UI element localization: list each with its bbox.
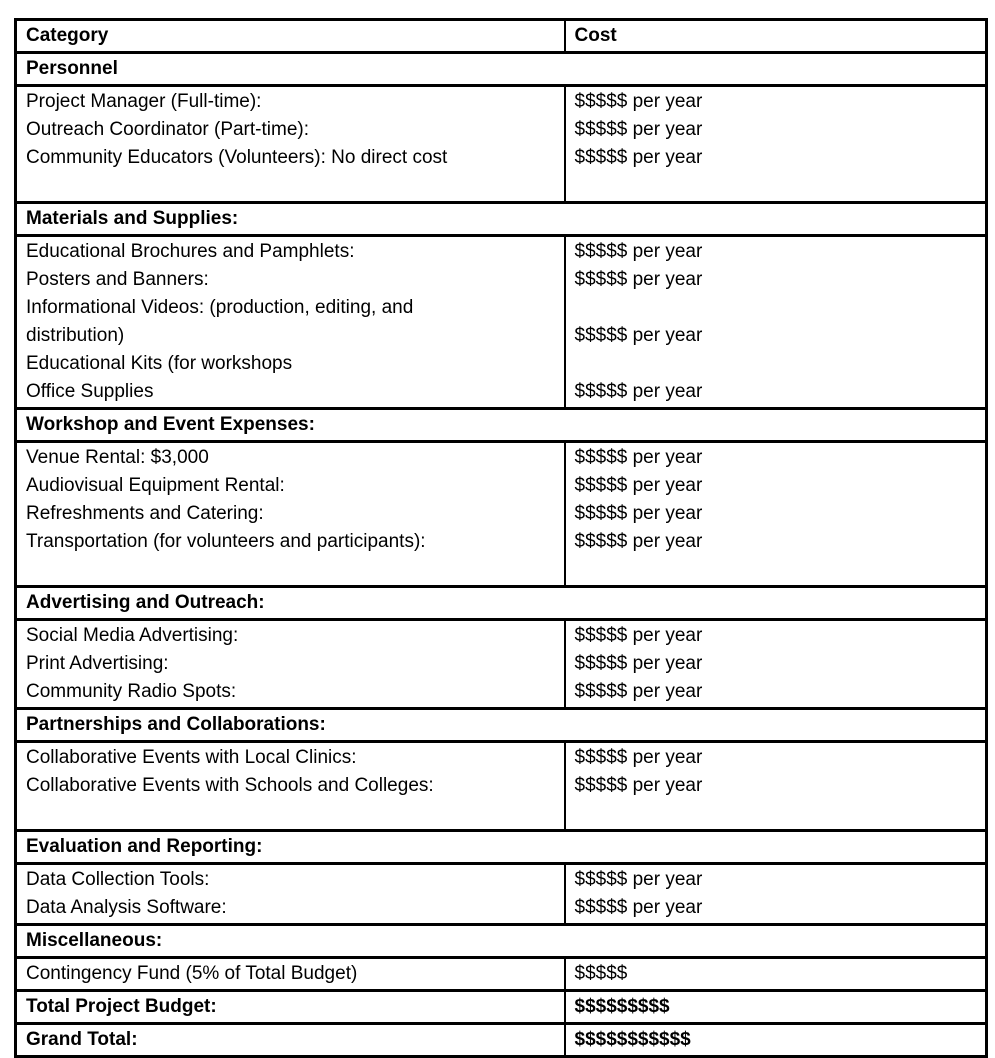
header-cell-category: Category xyxy=(16,20,565,53)
section-header-row xyxy=(16,925,987,958)
category-line: Data Collection Tools: xyxy=(26,869,210,890)
category-line: Contingency Fund (5% of Total Budget) xyxy=(26,963,358,984)
cost-line: $$$$$ per year xyxy=(574,897,703,918)
section-header-row xyxy=(16,409,987,442)
cost-line xyxy=(575,350,977,378)
cost-cell xyxy=(565,742,987,831)
total-label: Total Project Budget: xyxy=(16,991,565,1024)
category-cell xyxy=(16,864,565,925)
category-line: Office Supplies xyxy=(26,381,154,402)
category-line: Refreshments and Catering: xyxy=(26,503,264,524)
category-line: Social Media Advertising: xyxy=(26,625,239,646)
section-items-row xyxy=(16,958,987,991)
cost-line: $$$$$ per year xyxy=(574,147,703,168)
cost-line: $$$$$ per year xyxy=(574,625,703,646)
section-title: Partnerships and Collaborations: xyxy=(16,709,987,742)
total-label: Grand Total: xyxy=(16,1024,565,1057)
category-cell xyxy=(16,236,565,409)
cost-line: $$$$$ per year xyxy=(574,447,703,468)
cost-line: $$$$$ per year xyxy=(574,503,703,524)
section-header-row xyxy=(16,587,987,620)
category-cell xyxy=(16,742,565,831)
section-items-row xyxy=(16,86,987,203)
budget-table-body xyxy=(16,20,987,1057)
section-title: Advertising and Outreach: xyxy=(16,587,987,620)
category-line xyxy=(26,800,555,828)
category-line: Collaborative Events with Local Clinics: xyxy=(26,747,357,768)
grand-total-row xyxy=(16,1024,987,1057)
section-items-row xyxy=(16,742,987,831)
cost-line: $$$$$ per year xyxy=(574,475,703,496)
category-line xyxy=(26,172,555,200)
category-line: Educational Brochures and Pamphlets: xyxy=(26,241,355,262)
category-cell xyxy=(16,86,565,203)
category-cell xyxy=(16,958,565,991)
cost-cell xyxy=(565,864,987,925)
section-items-row xyxy=(16,236,987,409)
cost-line: $$$$$ per year xyxy=(574,869,703,890)
section-items-row xyxy=(16,620,987,709)
cost-cell xyxy=(565,958,987,991)
category-line: Transportation (for volunteers and participants): xyxy=(26,531,426,552)
section-title: Evaluation and Reporting: xyxy=(16,831,987,864)
cost-cell xyxy=(565,620,987,709)
category-line: Outreach Coordinator (Part-time): xyxy=(26,119,309,140)
total-project-budget-row xyxy=(16,991,987,1024)
cost-line: $$$$$ per year xyxy=(574,747,703,768)
cost-line: $$$$$ per year xyxy=(574,775,703,796)
category-line: Informational Videos: (production, editing, and xyxy=(26,297,414,318)
category-line: Data Analysis Software: xyxy=(26,897,227,918)
total-value: $$$$$$$$$$$ xyxy=(565,1024,987,1057)
cost-line: $$$$$ per year xyxy=(574,381,703,402)
category-line: Project Manager (Full-time): xyxy=(26,91,262,112)
cost-line xyxy=(575,800,977,828)
category-line: Audiovisual Equipment Rental: xyxy=(26,475,285,496)
header-cell-cost: Cost xyxy=(565,20,987,53)
category-line: Community Educators (Volunteers): No direct cost xyxy=(26,147,448,168)
section-title: Miscellaneous: xyxy=(16,925,987,958)
section-items-row xyxy=(16,864,987,925)
section-header-row xyxy=(16,831,987,864)
category-line xyxy=(26,556,555,584)
category-cell xyxy=(16,442,565,587)
cost-cell xyxy=(565,86,987,203)
section-header-row xyxy=(16,709,987,742)
cost-line xyxy=(575,556,977,584)
section-header-row xyxy=(16,203,987,236)
category-line: Venue Rental: $3,000 xyxy=(26,447,209,468)
section-title: Personnel xyxy=(16,53,987,86)
cost-line: $$$$$ per year xyxy=(574,531,703,552)
section-header-row xyxy=(16,53,987,86)
cost-line: $$$$$ per year xyxy=(574,269,703,290)
category-line: distribution) xyxy=(26,325,125,346)
cost-cell xyxy=(565,236,987,409)
category-line: Educational Kits (for workshops xyxy=(26,353,293,374)
cost-line: $$$$$ per year xyxy=(574,653,703,674)
category-line: Community Radio Spots: xyxy=(26,681,237,702)
category-cell xyxy=(16,620,565,709)
cost-cell xyxy=(565,442,987,587)
cost-line: $$$$$ per year xyxy=(574,681,703,702)
cost-line: $$$$$ xyxy=(574,963,628,984)
section-title: Workshop and Event Expenses: xyxy=(16,409,987,442)
cost-line: $$$$$ per year xyxy=(574,119,703,140)
cost-line xyxy=(575,294,977,322)
cost-line: $$$$$ per year xyxy=(574,325,703,346)
category-line: Collaborative Events with Schools and Colleges: xyxy=(26,775,434,796)
cost-line: $$$$$ per year xyxy=(574,91,703,112)
total-value: $$$$$$$$$ xyxy=(565,991,987,1024)
category-line: Posters and Banners: xyxy=(26,269,209,290)
cost-line: $$$$$ per year xyxy=(574,241,703,262)
column-header-row xyxy=(16,20,987,53)
section-title: Materials and Supplies: xyxy=(16,203,987,236)
category-line: Print Advertising: xyxy=(26,653,169,674)
cost-line xyxy=(575,172,977,200)
section-items-row xyxy=(16,442,987,587)
budget-table xyxy=(14,18,988,1058)
